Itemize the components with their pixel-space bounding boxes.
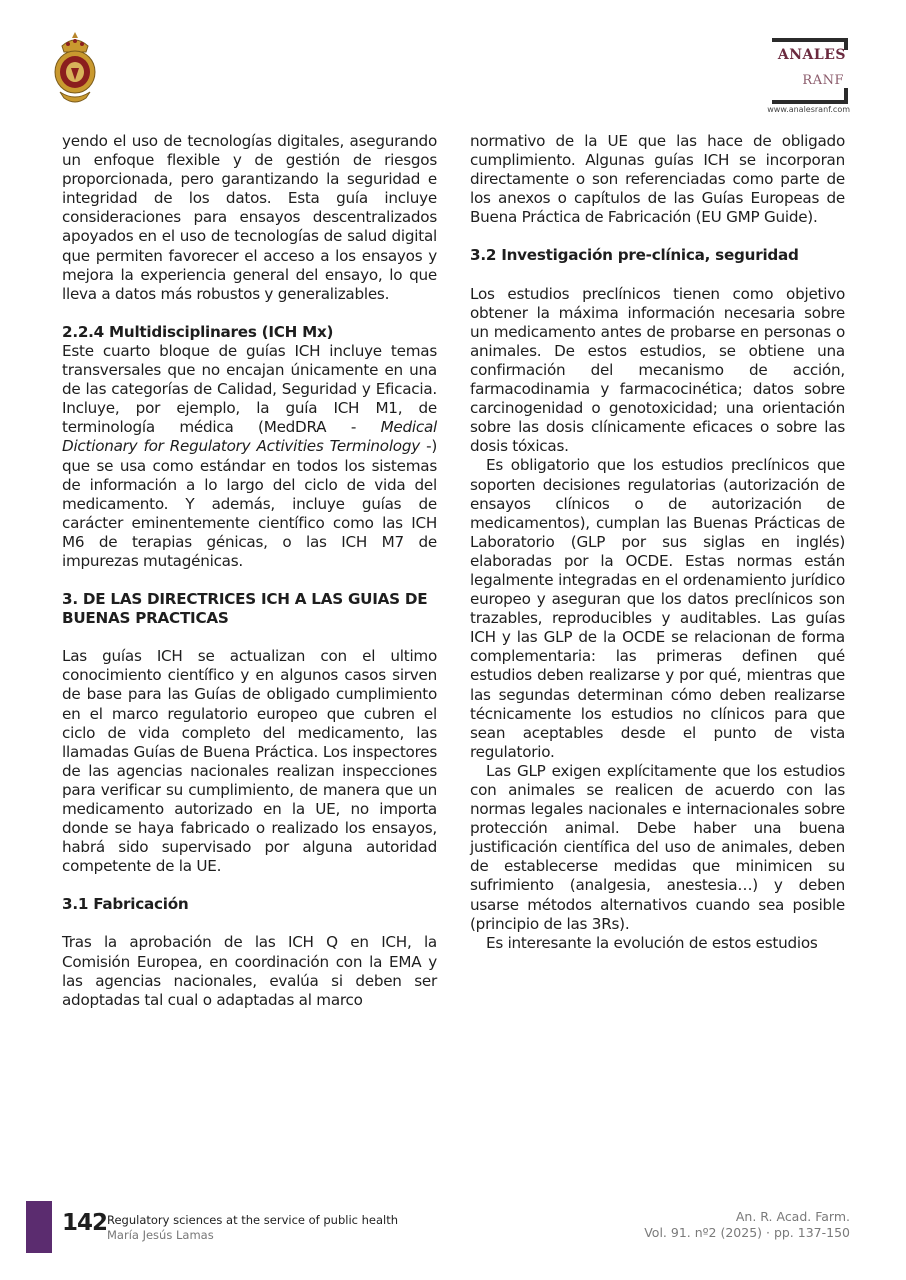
paragraph: Los estudios preclínicos tienen como objetivo obtener la máxima información necesaria sobre un medicamento antes de probarse en personas o animales. De estos estudios, se obtiene una confirmación del mecanismo de acción, farmacodinamia y farmacocinética; datos sobre carcinogenidad o genotoxicidad; una orientación sobre las dosis clínicamente eficaces o sobre las dosis tóxicas. bbox=[470, 284, 845, 456]
page-number: 142 bbox=[62, 1210, 108, 1236]
section-heading: 2.2.4 Multidisciplinares (ICH Mx) bbox=[62, 322, 334, 341]
paragraph-text: -) que se usa como estándar en todos los sistemas de información a lo largo del ciclo de vida del medicamento. Y además, incluye guías de carácter eminentemente científico como las ICH M6 de terapias génicas, o las ICH M7 de impurezas mutagénicas. bbox=[62, 437, 437, 570]
paragraph bbox=[62, 342, 437, 571]
left-column bbox=[62, 132, 437, 1010]
paragraph: Las GLP exigen explícitamente que los estudios con animales se realicen de acuerdo con las normas legales nacionales e internacionales sobre protección animal. Debe haber una buena justificación científica del uso de animales, deben de establecerse medidas que minimicen su sufrimiento (analgesia, anestesia…) y deben usarse métodos alternativos cuando sea posible (principio de las 3Rs). bbox=[470, 761, 845, 933]
section-heading: 3. DE LAS DIRECTRICES ICH A LAS GUIAS DE BUENAS PRACTICAS bbox=[62, 590, 428, 628]
logo-url: www.analesranf.com bbox=[767, 105, 850, 114]
paragraph: Las guías ICH se actualizan con el ultimo conocimiento científico y en algunos casos sirven de base para las Guías de obligado cumplimiento en el marco regulatorio europeo que cubren el ciclo de vida completo del medicamento, las llamadas Guías de Buena Práctica. Los inspectores de las agencias nacionales realizan inspecciones para verificar su cumplimiento, de manera que un medicamento autorizado en la UE, no importa donde se haya fabricado o realizado los ensayos, habrá sido supervisado por alguna autoridad competente de la UE. bbox=[62, 647, 437, 876]
footer-accent-bar bbox=[26, 1201, 52, 1253]
journal-name: An. R. Acad. Farm. bbox=[735, 1209, 850, 1224]
section-heading: 3.2 Investigación pre-clínica, seguridad bbox=[470, 246, 799, 265]
paragraph: yendo el uso de tecnologías digitales, asegurando un enfoque flexible y de gestión de riesgos proporcionada, pero garantizando la seguridad e integridad de los datos. Esta guía incluye consideraciones para ensayos descentralizados apoyados en el uso de tecnologías de salud digital que permiten favorecer el acceso a los ensayos y mejora la experiencia general del ensayo, lo que lleva a datos más robustos y generalizables. bbox=[62, 132, 437, 303]
academy-crest-logo bbox=[52, 30, 98, 106]
paragraph: Es obligatorio que los estudios preclínicos que soporten decisiones regulatorias (autorización de ensayos clínicos o de autorización de medicamentos), cumplan las Buenas Prácticas de Laboratorio (GLP por sus siglas en inglés) elaboradas por la OCDE. Estas normas están legalmente integradas en el ordenamiento jurídico europeo y aseguran que los datos preclínicos son trazables, reproducibles y auditables. Las guías ICH y las GLP de la OCDE se relacionan de forma complementaria: las primeras definen qué estudios deben realizarse y por qué, mientras que las segundas determinan cómo deben realizarse técnicamente los estudios no clínicos para que sean aceptables desde el punto de vista regulatorio. bbox=[470, 456, 845, 761]
paragraph: Tras la aprobación de las ICH Q en ICH, la Comisión Europea, en coordinación con la EMA y las agencias nacionales, evalúa si deben ser adoptadas tal cual o adaptadas al marco bbox=[62, 933, 437, 1009]
author-name: María Jesús Lamas bbox=[107, 1228, 214, 1242]
right-column bbox=[470, 132, 845, 953]
logo-title: ANALES bbox=[777, 47, 846, 63]
paragraph: normativo de la UE que las hace de obligado cumplimiento. Algunas guías ICH se incorporan directamente o son referenciadas como parte de los anexos o capítulos de las Guías Europeas de Buena Práctica de Fabricación (EU GMP Guide). bbox=[470, 132, 845, 227]
paragraph: Es interesante la evolución de estos estudios bbox=[486, 933, 818, 952]
logo-bracket-bottom bbox=[772, 88, 848, 104]
italic-term: Medical Dictionary for Regulatory Activities Terminology bbox=[62, 418, 437, 456]
anales-ranf-logo bbox=[738, 33, 852, 115]
logo-subtitle: RANF bbox=[802, 73, 844, 88]
volume-info: Vol. 91. nº2 (2025) · pp. 137-150 bbox=[644, 1225, 850, 1240]
section-heading: 3.1 Fabricación bbox=[62, 895, 189, 914]
paragraph-text: Este cuarto bloque de guías ICH incluye temas transversales que no encajan únicamente en una de las categorías de Calidad, Seguridad y Eficacia. Incluye, por ejemplo, la guía ICH M1, de terminología médica (MedDRA - bbox=[62, 341, 437, 437]
running-title: Regulatory sciences at the service of public health bbox=[107, 1213, 399, 1227]
